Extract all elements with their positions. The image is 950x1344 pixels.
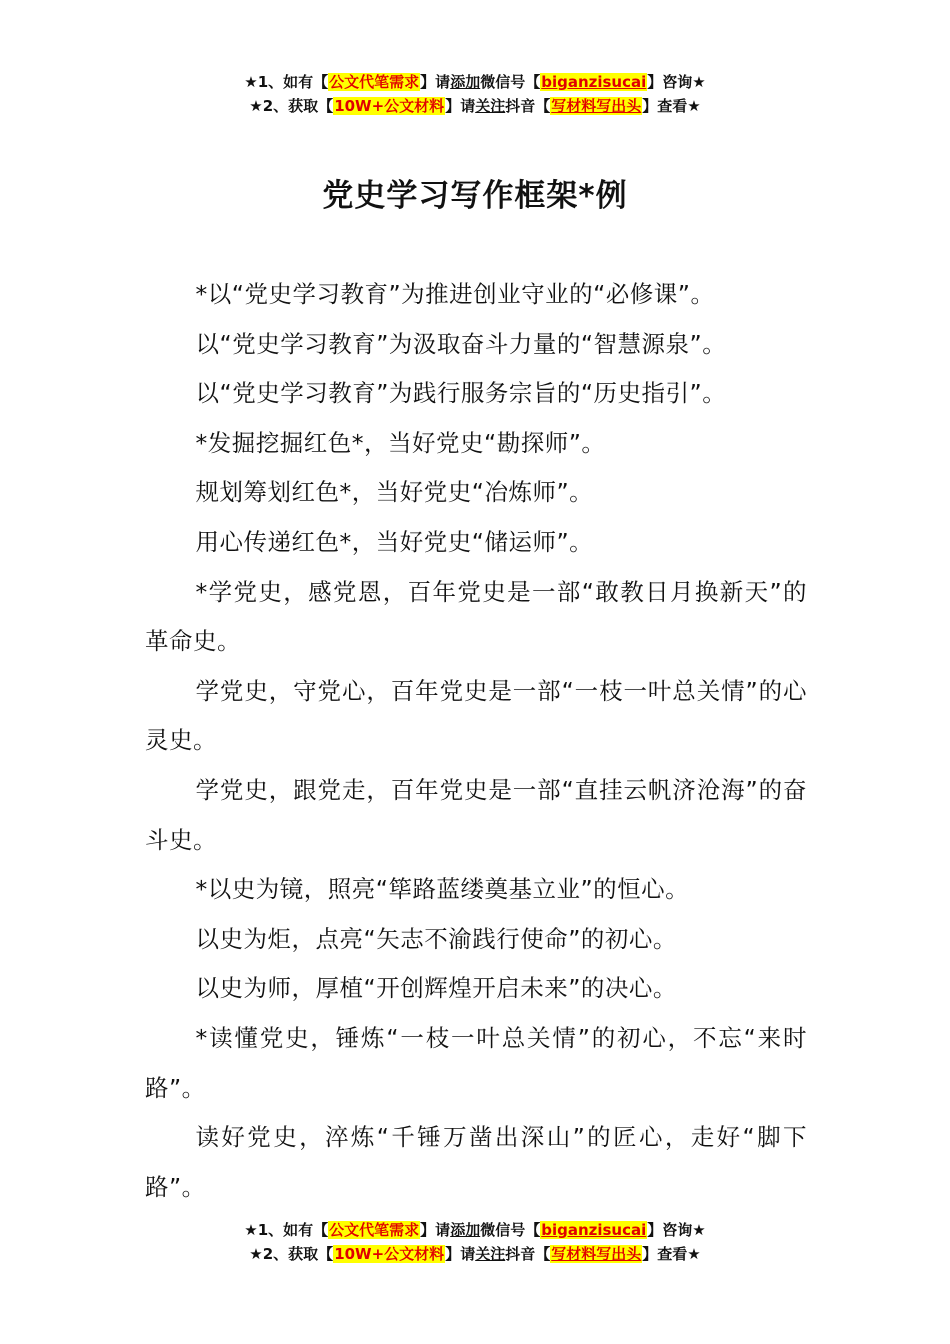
paragraph: 以“党史学习教育”为践行服务宗旨的“历史指引”。 — [195, 379, 727, 408]
header-banner — [0, 70, 950, 118]
paragraph: 以史为师，厚植“开创辉煌开启未来”的决心。 — [195, 974, 677, 1003]
page-title: 党史学习写作框架*例 — [322, 178, 628, 214]
paragraph: 用心传递红色*，当好党史“储运师”。 — [195, 527, 594, 556]
wechat-id: biganzisucai — [541, 73, 647, 91]
paragraph: *以史为镜，照亮“筚路蓝缕奠基立业”的恒心。 — [195, 875, 690, 904]
paragraph: *读懂党史，锤炼“一枝一叶总关情”的初心，不忘“来时路”。 — [145, 1023, 807, 1102]
paragraph: 学党史，跟党走，百年党史是一部“直挂云帆济沧海”的奋斗史。 — [145, 775, 807, 854]
paragraph: 以史为炬，点亮“矢志不渝践行使命”的初心。 — [195, 924, 677, 953]
highlight-materials: 10W+公文材料 — [334, 97, 445, 115]
banner-line-1: ★1、如有【公文代笔需求】请添加微信号【biganzisucai】咨询★ — [244, 1221, 706, 1239]
highlight-service: 公文代笔需求 — [329, 73, 420, 91]
douyin-id: 写材料写出头 — [551, 97, 642, 115]
paragraph: 规划筹划红色*，当好党史“冶炼师”。 — [195, 478, 594, 507]
paragraph: 以“党史学习教育”为汲取奋斗力量的“智慧源泉”。 — [195, 329, 727, 358]
document-body — [145, 270, 807, 1212]
paragraph: *以“党史学习教育”为推进创业守业的“必修课”。 — [195, 280, 715, 308]
banner-line-1: ★1、如有【公文代笔需求】请添加微信号【biganzisucai】咨询★ — [244, 73, 706, 91]
wechat-id: biganzisucai — [541, 1221, 647, 1239]
paragraph: 读好党史，淬炼“千锤万凿出深山”的匠心，走好“脚下路”。 — [145, 1123, 807, 1201]
paragraph: *发掘挖掘红色*，当好党史“勘探师”。 — [195, 428, 606, 457]
highlight-service: 公文代笔需求 — [329, 1221, 420, 1239]
banner-line-2: ★2、获取【10W+公文材料】请关注抖音【写材料写出头】查看★ — [249, 97, 701, 115]
paragraph: 学党史，守党心，百年党史是一部“一枝一叶总关情”的心灵史。 — [145, 676, 807, 755]
paragraph: *学党史，感党恩，百年党史是一部“敢教日月换新天”的革命史。 — [145, 577, 807, 656]
douyin-id: 写材料写出头 — [551, 1245, 642, 1263]
footer-banner — [0, 1218, 950, 1266]
highlight-materials: 10W+公文材料 — [334, 1245, 445, 1263]
banner-line-2: ★2、获取【10W+公文材料】请关注抖音【写材料写出头】查看★ — [249, 1245, 701, 1263]
